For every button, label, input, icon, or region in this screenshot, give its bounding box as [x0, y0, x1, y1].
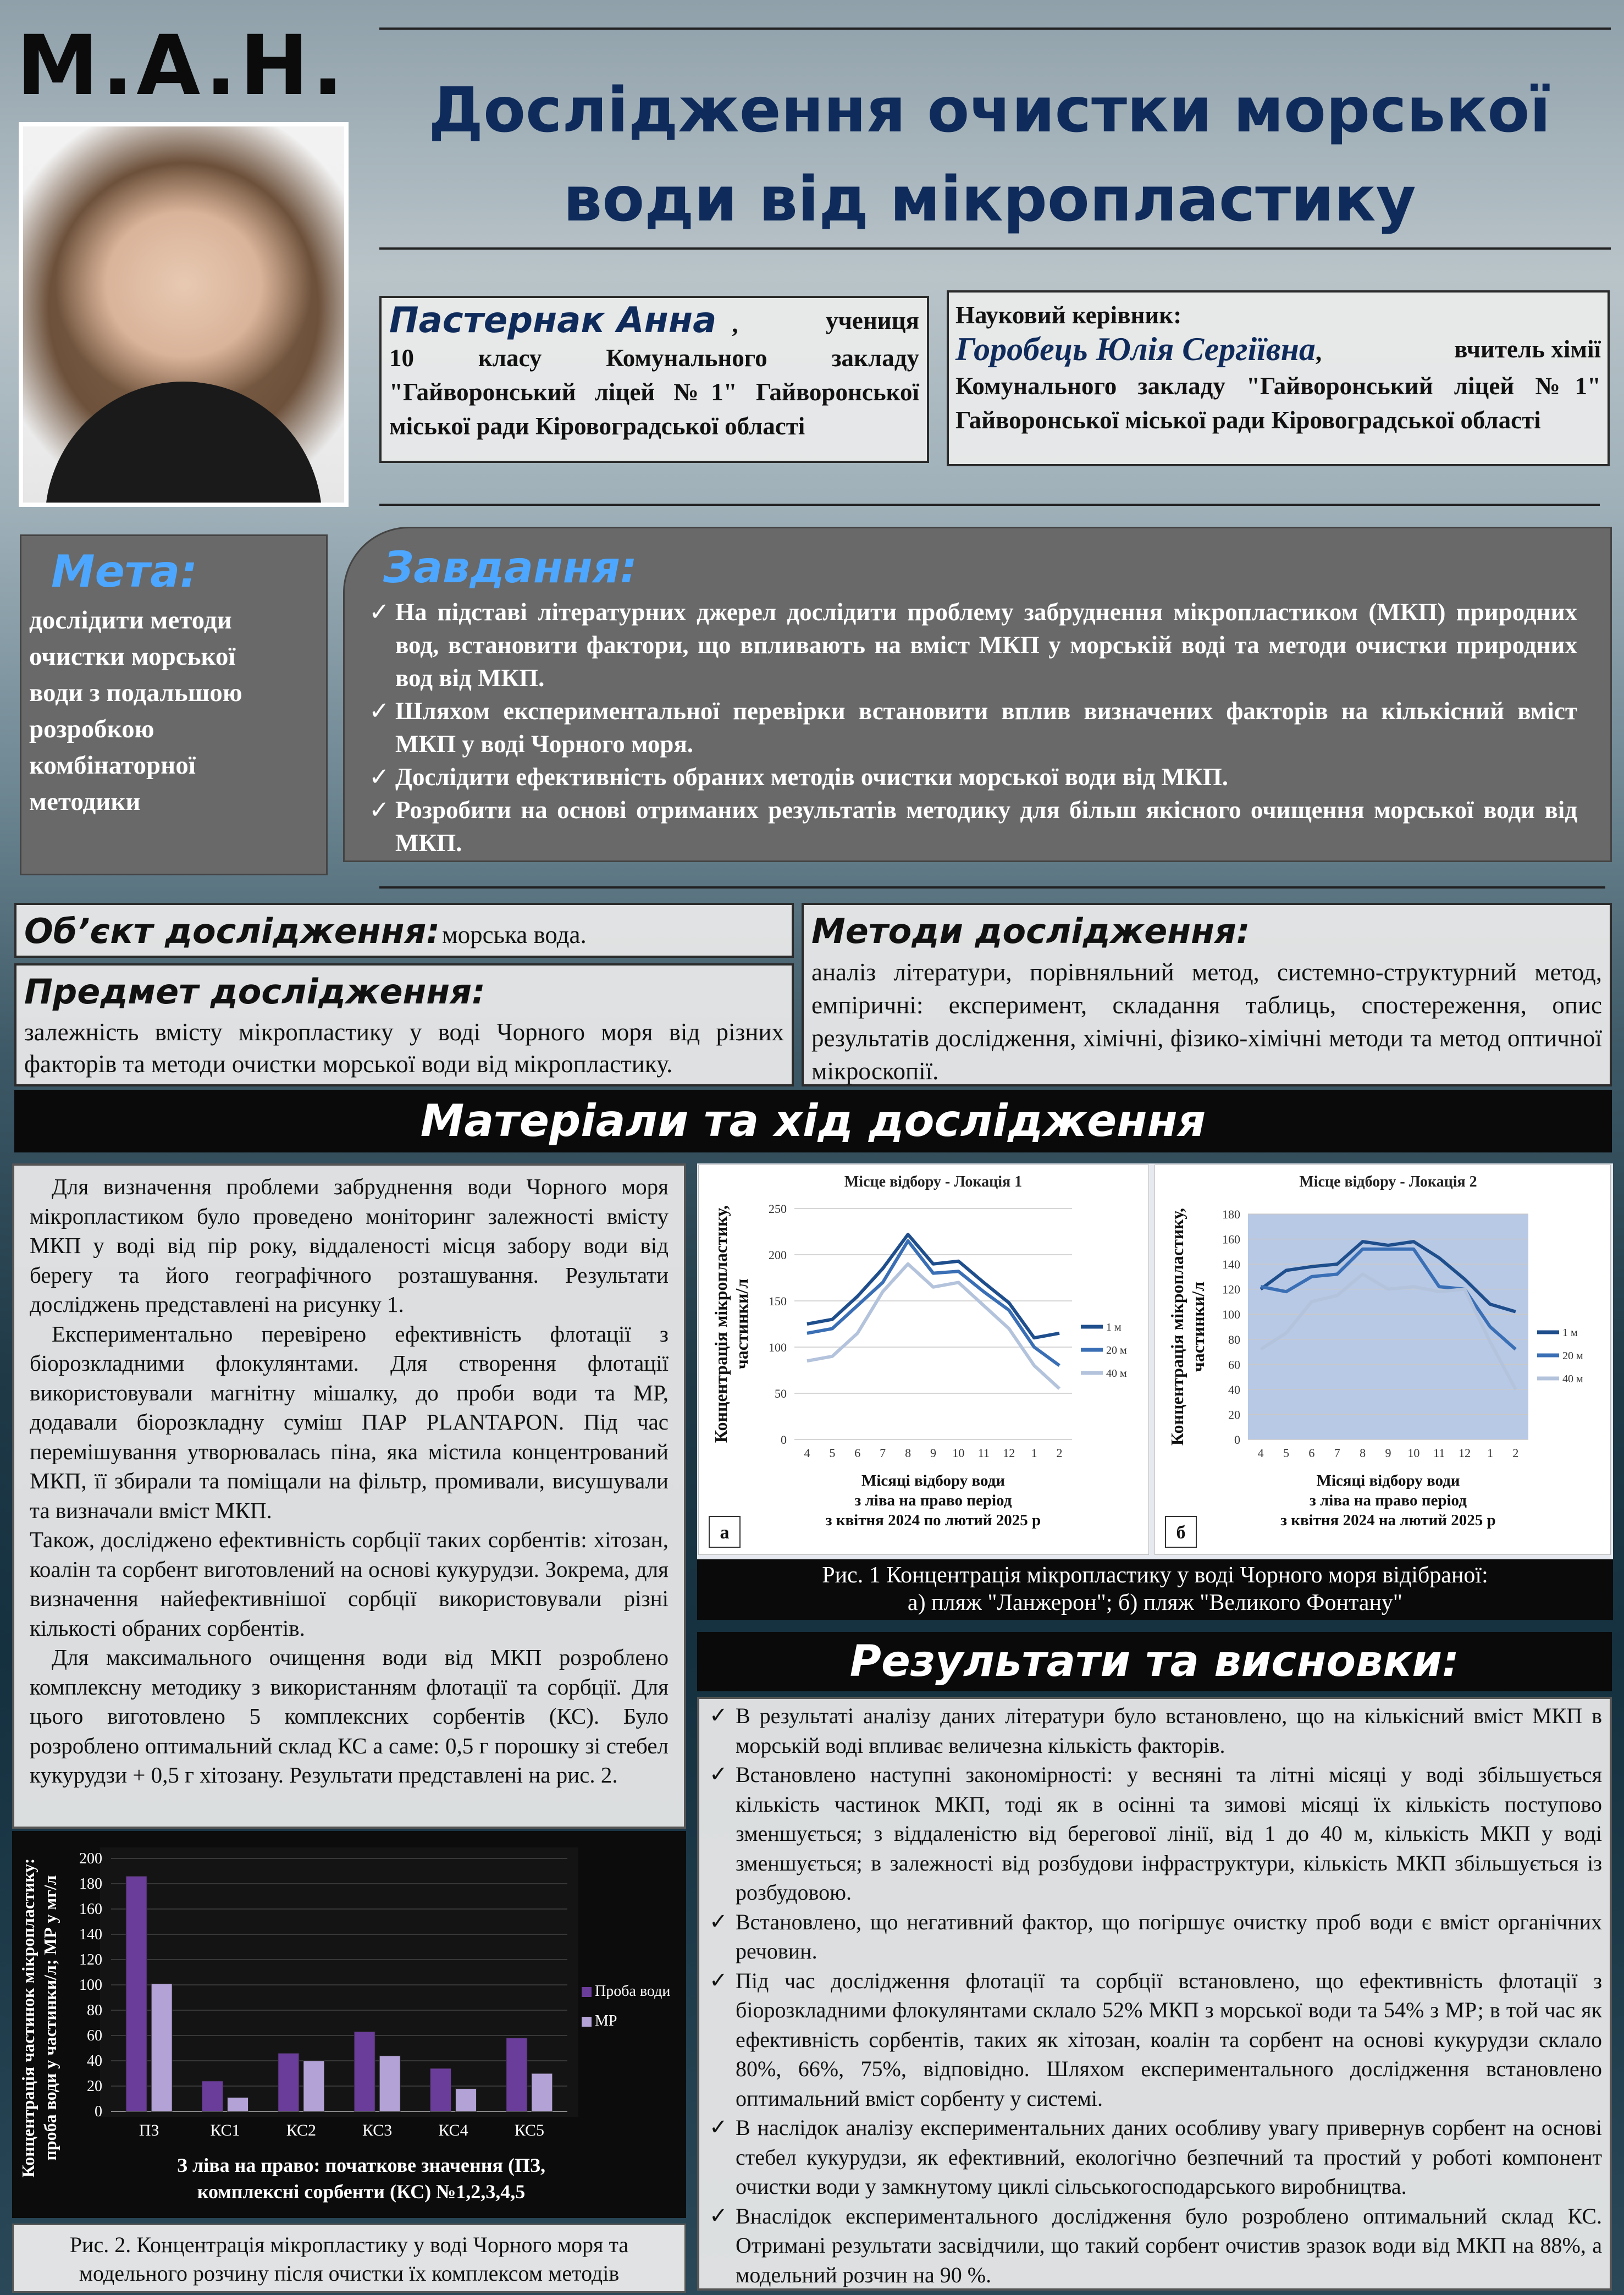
- title-top-rule: [379, 27, 1611, 30]
- supervisor-details: Комунального закладу "Гайворонський ліцей №1" Гайворонської міської ради Кіровоградської області: [955, 372, 1601, 434]
- results-card: [697, 1697, 1612, 2291]
- x-tick-label: 2: [1512, 1446, 1519, 1460]
- result-item: ✓ Внаслідок експериментального дослідження було розроблено оптимальний склад КС. Отримані результати засвідчили, що такий сорбент очистив зразок води від МКП на 88%, а модельний розчин на 90 %.: [707, 2202, 1602, 2290]
- materials-text-card: [12, 1163, 686, 1829]
- supervisor-heading: Науковий керівник:: [955, 301, 1182, 329]
- legend-label: Проба води: [595, 1983, 671, 2000]
- tasks-heading: Завдання:: [383, 543, 638, 593]
- supervisor-role: вчитель хімії: [1454, 335, 1601, 363]
- author-card: Пастернак Анна , учениця 10 класу Комунального закладу "Гайворонський ліцей №1" Гайворонської міської ради Кіровоградської області: [379, 296, 929, 463]
- chart-title: Місце відбору - Локація 2: [1299, 1173, 1477, 1190]
- legend-swatch: [582, 1987, 592, 1997]
- tasks-list: [367, 595, 1577, 859]
- result-item: ✓ Встановлено наступні закономірності: у весняні та літні місяці у воді збільшується кількість частинок МКП, тоді як в осінні та зимові місяці їх кількість поступово зменшується; з віддаленістю від берегової лінії, від 1 до 40 м, кількість МКП у воді зменшується; в залежності від розбудови інфраструктури, кількість МКП збільшується із розбудовою.: [707, 1760, 1602, 1907]
- title-bottom-rule: [379, 247, 1611, 250]
- y-tick-label: 200: [79, 1850, 102, 1867]
- y-tick-label: 120: [1222, 1282, 1240, 1297]
- subject-card: [14, 963, 794, 1086]
- task-item: ✓ Шляхом експериментальної перевірки встановити вплив визначених факторів на кількісний вміст МКП у воді Чорного моря.: [367, 694, 1577, 760]
- legend-label: 20 м: [1106, 1344, 1127, 1356]
- x-axis-label: комплексні сорбенти (КС) №1,2,3,4,5: [197, 2181, 526, 2203]
- page-title-line1: Дослідження очистки морської: [428, 75, 1551, 146]
- results-heading: Результати та висновки:: [697, 1632, 1612, 1691]
- bar: [354, 2032, 375, 2111]
- x-tick-label: 9: [1385, 1446, 1391, 1460]
- task-item: ✓ Дослідити ефективність обраних методів очистки морської води від МКП.: [367, 760, 1577, 793]
- y-tick-label: 160: [79, 1901, 102, 1918]
- figure-1-caption: [697, 1559, 1613, 1620]
- x-tick-label: КС2: [286, 2121, 316, 2139]
- result-item: ✓ В результаті аналізу даних літератури було встановлено, що на кількісний вміст МКП в морській воді впливає величезна кількість факторів.: [707, 1701, 1602, 1760]
- y-tick-label: 140: [1222, 1257, 1240, 1272]
- x-tick-label: КС3: [362, 2121, 393, 2139]
- x-tick-label: 8: [905, 1446, 912, 1460]
- y-axis-label: Концентрація частинок мікропластику:: [18, 1858, 38, 2178]
- object-text: морська вода.: [442, 921, 587, 948]
- materials-paragraph: Також, досліджено ефективність сорбції таких сорбентів: хітозан, коалін та сорбент виготовлений на основі кукурудзи. Зокрема, для визначення найефективнішої сорбції використовували різні кількості обраних сорбентів.: [30, 1527, 669, 1641]
- bar: [278, 2053, 299, 2111]
- bar: [532, 2073, 553, 2111]
- x-tick-label: 1: [1031, 1446, 1037, 1460]
- figure-1-caption-line2: а) пляж "Ланжерон"; б) пляж "Великого Фонтану": [907, 1590, 1403, 1615]
- x-tick-label: ПЗ: [139, 2121, 159, 2139]
- y-tick-label: 20: [1228, 1408, 1240, 1422]
- y-axis-label: Концентрація мікропластику,: [1167, 1207, 1187, 1446]
- logo: M.A.H.: [16, 18, 347, 114]
- y-axis-label: Концентрація мікропластику,: [711, 1205, 731, 1443]
- photo-shoulders: [45, 382, 322, 507]
- materials-heading: Матеріали та хід дослідження: [14, 1090, 1612, 1152]
- x-tick-label: КС1: [210, 2121, 240, 2139]
- y-tick-label: 150: [769, 1294, 787, 1308]
- bar: [151, 1984, 172, 2111]
- y-tick-label: 250: [769, 1202, 787, 1216]
- x-tick-label: 5: [829, 1446, 836, 1460]
- x-tick-label: 12: [1459, 1446, 1471, 1460]
- legend-swatch: [582, 2017, 592, 2027]
- figure-1-panel: [697, 1163, 1613, 1559]
- x-axis-label: з квітня 2024 на лютий 2025 р: [1280, 1511, 1496, 1529]
- bar: [303, 2061, 324, 2111]
- x-tick-label: 10: [1407, 1446, 1420, 1460]
- legend-label: 40 м: [1106, 1367, 1127, 1380]
- header-bottom-rule: [379, 504, 1600, 506]
- subject-text: залежність вмісту мікропластику у воді Чорного моря від різних факторів та методи очистки морської води від мікропластику.: [24, 1018, 784, 1078]
- goal-text: дослідити методи очистки морської води з подальшою розробкою комбінаторної методики: [29, 606, 242, 816]
- x-tick-label: 7: [880, 1446, 886, 1460]
- legend-label: МР: [595, 2012, 617, 2029]
- y-tick-label: 20: [87, 2078, 102, 2095]
- y-tick-label: 40: [87, 2053, 102, 2070]
- goal-heading: Мета:: [51, 546, 198, 597]
- legend-label: 1 м: [1562, 1327, 1578, 1339]
- x-tick-label: 10: [952, 1446, 965, 1460]
- methods-heading: Методи дослідження:: [811, 911, 1250, 951]
- figure-2-caption-line2: модельного розчину після очистки їх комплексом методів: [79, 2261, 620, 2286]
- object-card: [14, 903, 794, 958]
- chart-location-1: [698, 1165, 1149, 1555]
- y-tick-label: 100: [769, 1340, 787, 1354]
- materials-paragraph: Експериментально перевірено ефективність флотації з біорозкладними флокулянтами. Для створення флотації використовували магнітну мішалку, до проби води та МР, додавали біорозкладну суміш ПАР PLANTAPON. Під час перемішування утворювалась піна, яка містила концентрований МКП, її збирали та поміщали на фільтр, промивали, висушували та визначали вміст МКП.: [30, 1321, 669, 1523]
- y-tick-label: 120: [79, 1951, 102, 1968]
- y-tick-label: 100: [79, 1977, 102, 1994]
- result-item: ✓ Під час дослідження флотації та сорбції встановлено, що ефективність флотації з біорозкладними флокулянтами склало 52% МКП з морської води та 54% з МР; в той час як ефективність сорбентів, таких як хітозан, коалін та сорбент на основі кукурудзи склало 80%, 66%, 75%, відповідно. Шляхом експериментального дослідження встановлено оптимальний вміст сорбенту у системі.: [707, 1966, 1602, 2114]
- author-name: Пастернак Анна: [389, 300, 717, 341]
- bar: [506, 2038, 527, 2111]
- result-item: ✓ В наслідок аналізу експериментальних даних особливу увагу привернув сорбент на основі стебел кукурудзи, як ефективний, екологічно безпечний та простий у роботі компонент очистки води у замкнутому циклі сільськогосподарського виробництва.: [707, 2113, 1602, 2202]
- bar: [228, 2098, 248, 2111]
- page-title: [374, 66, 1605, 244]
- y-tick-label: 40: [1228, 1382, 1240, 1397]
- x-axis-label: З ліва на право: початкове значення (ПЗ,: [177, 2154, 545, 2176]
- y-tick-label: 0: [781, 1433, 787, 1447]
- methods-card: [802, 903, 1612, 1086]
- results-list: [707, 1701, 1602, 2290]
- x-tick-label: 1: [1487, 1446, 1493, 1460]
- x-tick-label: 8: [1360, 1446, 1366, 1460]
- bar: [126, 1876, 147, 2111]
- panel-label: а: [720, 1522, 730, 1543]
- author-details: 10 класу Комунального закладу "Гайворонський ліцей №1" Гайворонської міської ради Кіровоградської області: [389, 344, 919, 440]
- y-tick-label: 0: [95, 2103, 102, 2120]
- supervisor-card: Науковий керівник: Горобець Юлія Сергіївна, вчитель хімії Комунального закладу "Гайворонський ліцей №1" Гайворонської міської ради Кіровоградської області: [947, 290, 1610, 466]
- y-tick-label: 0: [1234, 1433, 1240, 1447]
- panel-label: б: [1176, 1522, 1186, 1543]
- x-tick-label: 9: [930, 1446, 936, 1460]
- page-title-line2: води від мікропластику: [563, 164, 1416, 235]
- y-tick-label: 80: [87, 2002, 102, 2019]
- methods-text: аналіз літератури, порівняльний метод, системно-структурний метод, емпіричні: експеримент, складання таблиць, спостереження, опис результатів дослідження, хімічні, фізико-хімічні методи та метод оптичної мікроскопії.: [811, 958, 1602, 1085]
- figure-2-caption-line1: Рис. 2. Концентрація мікропластику у воді Чорного моря та: [69, 2232, 629, 2257]
- chart-location-2: [1155, 1165, 1611, 1555]
- y-tick-label: 140: [79, 1926, 102, 1943]
- x-tick-label: 2: [1056, 1446, 1063, 1460]
- y-tick-label: 100: [1222, 1308, 1240, 1322]
- x-axis-label: з квітня 2024 по лютий 2025 р: [825, 1511, 1041, 1529]
- x-tick-label: 12: [1003, 1446, 1015, 1460]
- object-heading: Об’єкт дослідження:: [24, 911, 440, 951]
- chart-sorbents: [12, 1831, 686, 2218]
- y-tick-label: 200: [769, 1248, 787, 1262]
- chart-title: Місце відбору - Локація 1: [844, 1173, 1023, 1190]
- task-item: ✓ На підставі літературних джерел дослідити проблему забруднення мікропластиком (МКП) природних вод, встановити фактори, що впливають на вміст МКП у морській воді та методи очистки природних вод від МКП.: [367, 595, 1577, 694]
- goal-card: [20, 534, 328, 875]
- y-tick-label: 160: [1222, 1232, 1240, 1246]
- x-tick-label: 11: [977, 1446, 990, 1460]
- x-axis-label: Місяці відбору води: [861, 1472, 1006, 1489]
- x-axis-label: Місяці відбору води: [1316, 1472, 1460, 1489]
- x-tick-label: КС5: [514, 2121, 544, 2139]
- figure-1-caption-line1: Рис. 1 Концентрація мікропластику у воді Чорного моря відібраної:: [822, 1563, 1488, 1588]
- y-tick-label: 60: [1228, 1358, 1240, 1372]
- bar: [202, 2081, 223, 2111]
- y-tick-label: 180: [1222, 1207, 1240, 1221]
- figure-2-panel: [12, 1831, 686, 2218]
- subject-heading: Предмет дослідження:: [24, 972, 485, 1012]
- x-tick-label: 5: [1283, 1446, 1290, 1460]
- y-axis-label: проба води у частинки/л; МР у мг/л: [40, 1875, 60, 2161]
- x-tick-label: КС4: [438, 2121, 468, 2139]
- y-axis-label: частинки/л: [732, 1278, 752, 1370]
- y-tick-label: 60: [87, 2027, 102, 2044]
- materials-paragraph: Для максимального очищення води від МКП розроблено комплексну методику з використанням флотації та сорбції. Для цього виготовлено 5 комплексних сорбентів (КС). Було розроблено оптимальний склад КС а саме: 0,5 г порошку зі стебел кукурудзи + 0,5 г хітозану. Результати представлені на рис. 2.: [30, 1645, 669, 1788]
- x-axis-label: з ліва на право період: [1310, 1492, 1467, 1509]
- task-item: ✓ Розробити на основі отриманих результатів методику для більш якісного очищення морської води від МКП.: [367, 793, 1577, 859]
- figure-2-caption: [12, 2224, 686, 2293]
- y-tick-label: 180: [79, 1875, 102, 1893]
- x-axis-label: з ліва на право період: [854, 1492, 1012, 1509]
- x-tick-label: 4: [804, 1446, 810, 1460]
- materials-paragraph: Для визначення проблеми забруднення води Чорного моря мікропластиком було проведено моніторинг залежності вмісту МКП у воді від пір року, віддаленості місця забору води від берегу та його географічного розташування. Результати досліджень представлені на рисунку 1.: [30, 1174, 669, 1317]
- x-tick-label: 6: [1308, 1446, 1315, 1460]
- legend-label: 1 м: [1106, 1321, 1122, 1333]
- y-tick-label: 50: [775, 1387, 787, 1400]
- legend-label: 40 м: [1562, 1373, 1583, 1385]
- y-axis-label: частинки/л: [1188, 1281, 1208, 1372]
- x-tick-label: 7: [1334, 1446, 1340, 1460]
- bar: [430, 2068, 451, 2111]
- tasks-card: [343, 527, 1612, 862]
- x-tick-label: 6: [854, 1446, 861, 1460]
- x-tick-label: 11: [1433, 1446, 1445, 1460]
- tasks-bottom-rule: [379, 886, 1605, 889]
- author-role: учениця: [826, 307, 919, 334]
- bar: [456, 2089, 477, 2111]
- supervisor-name: Горобець Юлія Сергіївна: [955, 331, 1316, 367]
- author-photo: [19, 122, 349, 507]
- result-item: ✓ Встановлено, що негативний фактор, що погіршує очистку проб води є вміст органічних речовин.: [707, 1907, 1602, 1966]
- bar: [379, 2056, 400, 2111]
- x-tick-label: 4: [1257, 1446, 1264, 1460]
- y-tick-label: 80: [1228, 1332, 1240, 1347]
- legend-label: 20 м: [1562, 1350, 1583, 1362]
